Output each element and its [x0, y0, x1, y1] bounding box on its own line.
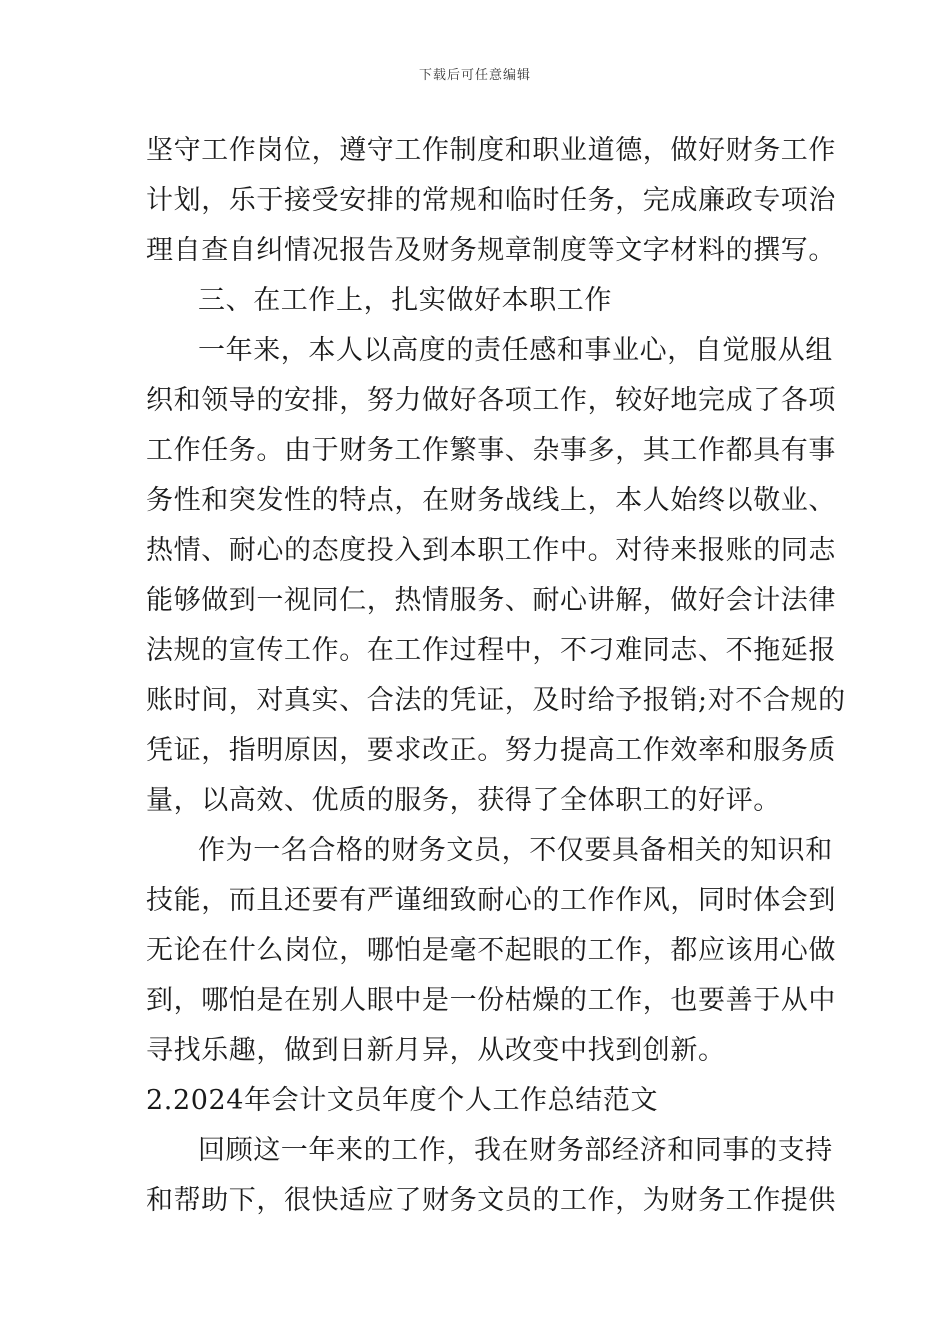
text-line: 技能，而且还要有严谨细致耐心的工作作风，同时体会到 — [146, 885, 836, 916]
text-line: 织和领导的安排，努力做好各项工作，较好地完成了各项 — [146, 385, 836, 416]
text-line: 无论在什么岗位，哪怕是毫不起眼的工作，都应该用心做 — [146, 935, 836, 966]
text-line: 账时间，对真实、合法的凭证，及时给予报销;对不合规的 — [146, 685, 846, 716]
text-line: 理自查自纠情况报告及财务规章制度等文字材料的撰写。 — [146, 235, 836, 266]
text-line: 务性和突发性的特点，在财务战线上，本人始终以敬业、 — [146, 485, 836, 516]
paragraph-start: 作为一名合格的财务文员，不仅要具备相关的知识和 — [198, 835, 833, 866]
section-title: 2.2024年会计文员年度个人工作总结范文 — [146, 1085, 659, 1116]
text-line: 热情、耐心的态度投入到本职工作中。对待来报账的同志 — [146, 535, 836, 566]
paragraph-start: 一年来，本人以高度的责任感和事业心，自觉服从组 — [198, 335, 833, 366]
text-line: 工作任务。由于财务工作繁事、杂事多，其工作都具有事 — [146, 435, 836, 466]
page-header: 下载后可任意编辑 — [418, 68, 531, 83]
text-line: 计划，乐于接受安排的常规和临时任务，完成廉政专项治 — [146, 185, 836, 216]
text-line: 量，以高效、优质的服务，获得了全体职工的好评。 — [146, 785, 781, 816]
text-line: 坚守工作岗位，遵守工作制度和职业道德，做好财务工作 — [146, 135, 836, 166]
paragraph-start: 回顾这一年来的工作，我在财务部经济和同事的支持 — [198, 1135, 833, 1166]
section-heading: 三、在工作上，扎实做好本职工作 — [198, 285, 612, 316]
document-body — [146, 126, 846, 1226]
text-line: 到，哪怕是在别人眼中是一份枯燥的工作，也要善于从中 — [146, 985, 836, 1016]
text-line: 法规的宣传工作。在工作过程中，不刁难同志、不拖延报 — [146, 635, 836, 666]
text-line: 和帮助下，很快适应了财务文员的工作，为财务工作提供 — [146, 1185, 836, 1216]
text-line: 寻找乐趣，做到日新月异，从改变中找到创新。 — [146, 1035, 726, 1066]
text-line: 凭证，指明原因，要求改正。努力提高工作效率和服务质 — [146, 735, 836, 766]
text-line: 能够做到一视同仁，热情服务、耐心讲解，做好会计法律 — [146, 585, 836, 616]
